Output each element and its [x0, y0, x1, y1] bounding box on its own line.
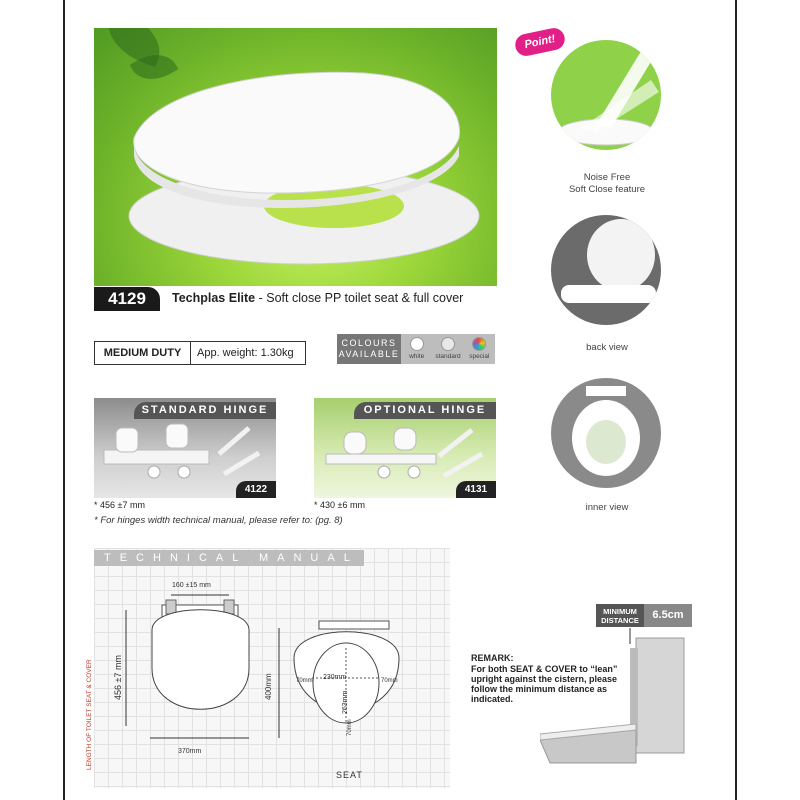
weight-label: App. weight: 1.30kg	[197, 347, 294, 359]
cistern-illustration	[540, 628, 690, 778]
standard-hinge-title: STANDARD HINGE	[134, 402, 276, 419]
standard-hinge-dimension: * 456 ±7 mm	[94, 500, 145, 510]
remark-title: REMARK:	[471, 653, 514, 663]
colour-name: special	[469, 353, 490, 360]
back-view-image	[551, 215, 661, 325]
inner-length-label: 263mm	[342, 690, 349, 714]
hinge-note: * For hinges width technical manual, please refer to: (pg. 8)	[94, 515, 343, 526]
inner-view-caption: inner view	[585, 502, 629, 513]
technical-drawing	[94, 548, 450, 788]
product-name: Techplas Elite	[172, 291, 256, 305]
colour-swatch-standard	[432, 334, 463, 364]
colours-available	[337, 334, 495, 364]
point-badge: Point!	[513, 26, 566, 58]
colours-label-line1: COLOURS	[341, 338, 397, 348]
height-label: 400mm	[264, 673, 273, 700]
optional-hinge-title: OPTIONAL HINGE	[354, 402, 496, 419]
model-number-badge: 4129	[94, 287, 160, 311]
inner-view-illustration	[551, 378, 661, 488]
optional-hinge-code: 4131	[456, 481, 496, 498]
duty-label: MEDIUM DUTY	[95, 342, 191, 364]
inner-view-image	[551, 378, 661, 488]
width-label: 370mm	[178, 748, 202, 755]
colour-swatch-white	[401, 334, 432, 364]
minimum-distance-value: 6.5cm	[644, 604, 692, 627]
soft-close-illustration	[551, 40, 661, 150]
product-description: - Soft close PP toilet seat & full cover	[258, 291, 464, 305]
duty-box	[94, 341, 306, 365]
colours-label-line2: AVAILABLE	[338, 349, 400, 359]
colour-swatch-special	[464, 334, 495, 364]
standard-hinge-code: 4122	[236, 481, 276, 498]
right-border	[735, 0, 737, 800]
optional-hinge-dimension: * 430 ±6 mm	[314, 500, 365, 510]
length-value: 456 ±7 mm	[113, 655, 123, 700]
inner-width-label: 230mm	[323, 674, 347, 681]
rim-bottom-label: 70mm	[347, 719, 353, 736]
hero-product-image	[94, 28, 497, 286]
soft-close-caption	[537, 172, 677, 196]
rim-right-label: 70mm	[381, 678, 398, 684]
colour-name: white	[409, 353, 425, 360]
minimum-distance-label: MINIMUM DISTANCE	[596, 604, 644, 627]
back-view-illustration	[551, 215, 661, 325]
remark-text: For both SEAT & COVER to “lean” upright against the cistern, please follow the minimum distance as indicated.	[471, 664, 618, 704]
toilet-seat-illustration	[94, 28, 497, 286]
colour-dot	[441, 337, 455, 351]
length-label: LENGTH OF TOILET SEAT & COVER	[86, 659, 93, 770]
back-view-caption: back view	[586, 342, 628, 353]
colour-name: standard	[435, 353, 461, 360]
soft-close-caption-line1: Noise Free	[583, 172, 631, 183]
optional-hinge-panel	[314, 398, 496, 498]
product-title	[172, 291, 463, 305]
soft-close-image	[551, 40, 661, 150]
technical-manual-title: TECHNICAL MANUAL	[94, 550, 364, 566]
standard-hinge-panel	[94, 398, 276, 498]
soft-close-caption-line2: Soft Close feature	[568, 184, 646, 195]
rim-left-label: 70mm	[296, 678, 313, 684]
left-border	[63, 0, 65, 800]
colour-dot	[410, 337, 424, 351]
colours-label	[337, 334, 401, 364]
hinge-width-label: 160 ±15 mm	[172, 582, 211, 589]
minimum-distance-badge	[596, 604, 692, 627]
seat-label: SEAT	[336, 770, 363, 780]
colour-dot	[472, 337, 486, 351]
